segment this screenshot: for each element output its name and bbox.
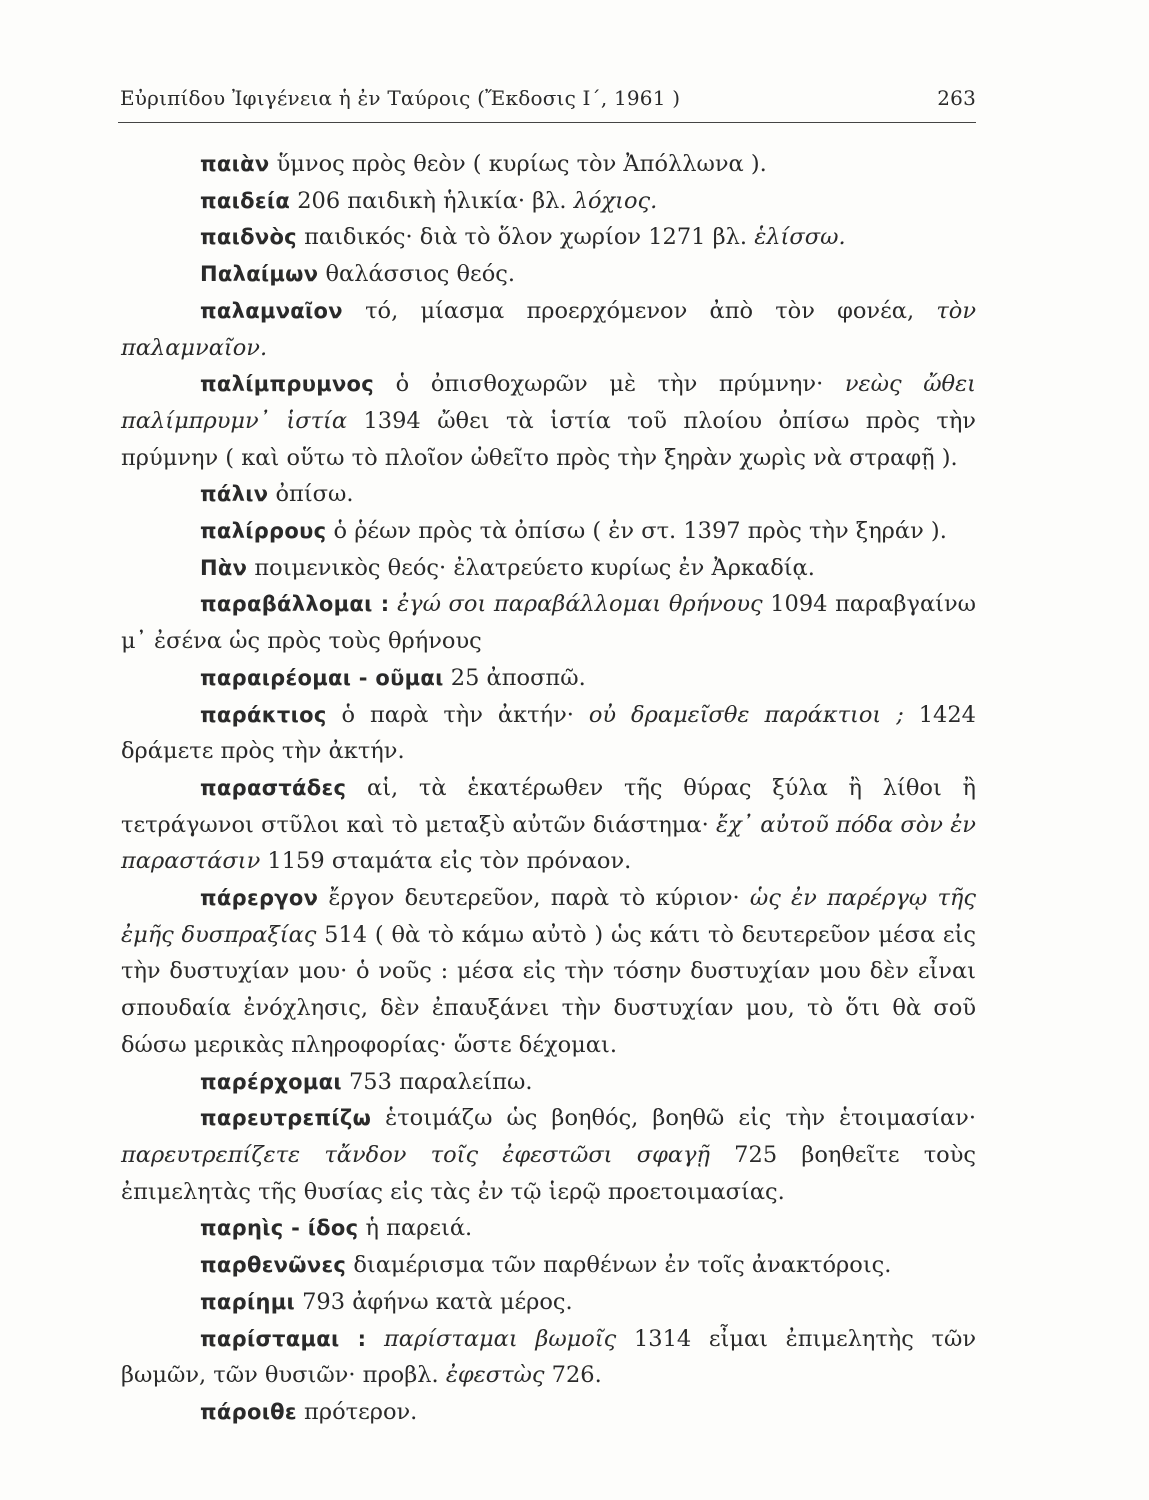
definition-text: ὁ παρὰ τὴν ἀκτήν· [326,701,589,728]
header-rule [118,122,976,123]
definition-text: ἔργον δευτερεῦον, παρὰ τὸ κύριον· [318,885,750,912]
headword: παρηὶς - ίδος [200,1216,359,1241]
glossary-entry [121,1210,976,1247]
quotation-text: ἔχ᾽ αὐτοῦ πόδα σὸν ἐν παραστάσιν [121,811,976,875]
headword: παρευτρεπίζω [200,1106,372,1131]
running-header [120,86,976,110]
quotation-text: παρίσταμαι βωμοῖς [384,1325,617,1352]
headword: παιδνὸς [200,225,297,250]
definition-text: 793 ἀφήνω κατὰ μέρος. [294,1288,573,1315]
definition-text: 726. [544,1362,602,1389]
definition-text: ἡ παρειά. [358,1215,473,1242]
glossary-entry [121,256,976,293]
headword: παιδεία [200,188,291,213]
headword: παιὰν [200,152,270,176]
glossary-entry [121,219,976,256]
definition-text [389,591,397,617]
definition-text: 1394 ὤθει τὰ ἱστία τοῦ πλοίου ὀπίσω πρὸς τὴν πρύμνην ( καὶ οὕτω τὸ πλοῖον ὠθεῖτο πρὸς τὴν ξηρὰν χωρὶς νὰ στραφῇ ). [121,407,976,471]
glossary-entry [121,697,976,770]
definition-text [366,1326,384,1352]
quotation-text: ὡς ἐν παρέργῳ τῆς ἐμῆς δυσπραξίας [121,885,976,948]
definition-text: 1094 παραβγαίνω μ᾽ ἐσένα ὡς πρὸς τοὺς θρήνους [121,591,977,655]
definition-text: 206 παιδικὴ ἡλικία· βλ. [290,187,574,214]
headword: Παλαίμων [200,262,319,287]
headword: πάλιν [200,482,269,507]
glossary-entry [121,1064,976,1101]
definition-text: 514 ( θὰ τὸ κάμω αὐτὸ ) ὡς κάτι τὸ δευτερεῦον μέσα εἰς τὴν δυστυχίαν μου· ὁ νοῦς : μέσα εἰς τὴν τόσην δυστυχίαν μου δὲν εἶναι σπουδαία ἐνόχλησις, δὲν ἐπαυξάνει τὴν δυστυχίαν μου, τὸ ὅτι θὰ σοῦ δώσω μερικὰς πληροφορίας· ὥστε δέχομαι. [121,921,976,1058]
headword: παρέρχομαι [200,1069,342,1094]
definition-text: αἱ, τὰ ἑκατέρωθεν τῆς θύρας ξύλα ἢ λίθοι ἢ τετράγωνοι στῦλοι καὶ τὸ μεταξὺ αὐτῶν διάστημα· [121,774,976,838]
glossary-entry [121,1284,976,1321]
quotation-text: παρευτρεπίζετε τἄνδον τοῖς ἐφεστῶσι σφαγῇ [121,1141,710,1168]
glossary-entry [121,660,976,697]
header-title: Εὐριπίδου Ἰφιγένεια ἡ ἐν Ταύροις (Ἔκδοσις Ι΄, 1961 ) [120,86,681,110]
quotation-text: οὐ δραμεῖσθε παράκτιοι ; [588,701,904,728]
definition-text: παιδικός· διὰ τὸ ὅλον χωρίον 1271 βλ. [296,224,755,251]
quotation-text: νεὼς ὤθει παλίμπρυμν᾽ ἱστία [121,371,976,434]
glossary-entry [121,366,976,476]
glossary-entry [121,183,976,220]
headword: παράκτιος [200,702,327,727]
glossary-entry [121,770,976,880]
headword: παλίρρους [200,519,327,544]
definition-text: 1314 εἶμαι ἐπιμελητὴς τῶν βωμῶν, τῶν θυσιῶν· προβλ. [121,1325,976,1389]
definition-text: ὁ ῥέων πρὸς τὰ ὀπίσω ( ἐν στ. 1397 πρὸς τὴν ξηράν ). [326,518,947,545]
headword: Πὰν [200,555,248,580]
headword: παρίημι [200,1289,295,1314]
definition-text: ἑτοιμάζω ὡς βοηθός, βοηθῶ εἰς τὴν ἑτοιμασίαν· [371,1105,976,1132]
glossary-entry [121,476,976,513]
definition-text: 725 βοηθεῖτε τοὺς ἐπιμελητὰς τῆς θυσίας εἰς τὰς ἐν τῷ ἱερῷ προετοιμασίας. [121,1141,977,1205]
glossary-entry [121,1100,976,1210]
definition-text: θαλάσσιος θεός. [318,261,516,288]
definition-text: 1424 δράμετε πρὸς τὴν ἀκτήν. [121,701,976,765]
quotation-text: λόχιος. [573,187,658,214]
page-number: 263 [937,86,976,110]
glossary-entry [121,1321,976,1394]
glossary-entry [121,880,976,1064]
glossary-entry [121,146,976,183]
glossary-entry [121,586,976,659]
headword: παρίσταμαι : [200,1326,367,1351]
quotation-text: ἑλίσσω. [754,224,846,251]
definition-text: τό, μίασμα προερχόμενον ἀπὸ τὸν φονέα, [342,297,937,324]
glossary-body [121,146,976,1431]
glossary-entry [121,550,976,587]
headword: παραβάλλομαι : [200,592,390,617]
definition-text: διαμέρισμα τῶν παρθένων ἐν τοῖς ἀνακτόροις. [346,1252,892,1279]
glossary-entry [121,293,976,366]
headword: παραιρέομαι - οῦμαι [200,665,444,690]
definition-text: πρότερον. [296,1398,418,1425]
headword: παλίμπρυμνος [200,372,375,397]
glossary-entry [121,513,976,550]
headword: παρθενῶνες [200,1253,347,1278]
definition-text: 25 ἀποσπῶ. [443,664,586,691]
definition-text: 753 παραλείπω. [341,1068,533,1095]
glossary-entry [121,1247,976,1284]
headword: παραστάδες [200,775,347,800]
definition-text: ὀπίσω. [268,481,354,508]
quotation-text: ἐφεστὼς [445,1362,545,1389]
definition-text: 1159 σταμάτα εἰς τὸν πρόναον. [260,848,632,875]
quotation-text: ἐγώ σοι παραβάλλομαι θρήνους [397,591,763,618]
definition-text: ὕμνος πρὸς θεὸν ( κυρίως τὸν Ἀπόλλωνα ). [269,151,767,177]
headword: πάροιθε [200,1399,297,1424]
quotation-text: τὸν παλαμναῖον. [121,297,976,361]
headword: παλαμναῖον [200,298,343,323]
definition-text: ποιμενικὸς θεός· ἐλατρεύετο κυρίως ἐν Ἀρκαδίᾳ. [247,554,815,581]
definition-text: ὁ ὀπισθοχωρῶν μὲ τὴν πρύμνην· [374,371,845,398]
headword: πάρεργον [200,886,319,911]
glossary-entry [121,1394,976,1431]
